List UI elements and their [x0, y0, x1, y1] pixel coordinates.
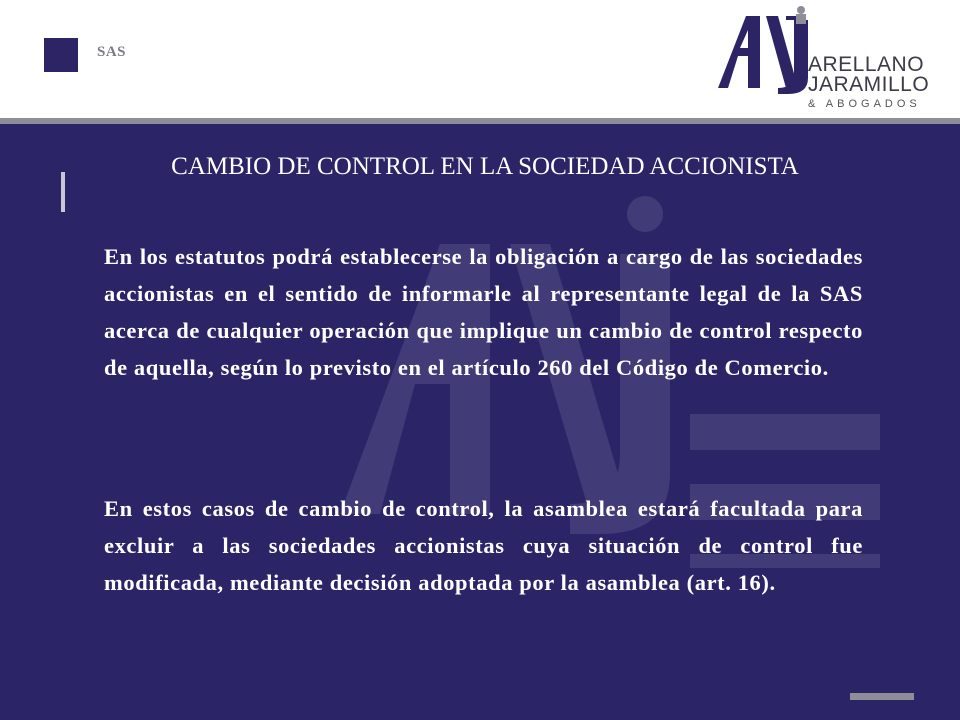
- header-square-icon: [44, 38, 78, 72]
- body-paragraph-1: En los estatutos podrá establecerse la obligación a cargo de las sociedades accionistas en el sentido de informarle al representante legal de la SAS acerca de cualquier operación que implique un cambio de control respecto de aquella, según lo previsto en el artículo 260 del Código de Comercio.: [104, 244, 863, 380]
- logo-name-line1: ARELLANO: [808, 53, 925, 76]
- slide-title: CAMBIO DE CONTROL EN LA SOCIEDAD ACCIONISTA: [171, 153, 799, 180]
- bottom-accent-bar: [850, 693, 914, 700]
- slide-body: [0, 124, 960, 720]
- section-tag: SAS: [97, 44, 127, 60]
- slide-header: [0, 0, 960, 118]
- logo-name-line2: JARAMILLO: [808, 73, 930, 96]
- logo-name-line3: & ABOGADOS: [808, 98, 921, 110]
- left-accent-bar: [61, 172, 65, 212]
- body-paragraph-2: En estos casos de cambio de control, la asamblea estará facultada para excluir a las sociedades accionistas cuya situación de control fue modificada, mediante decisión adoptada por la asamblea (art. 16).: [104, 496, 863, 595]
